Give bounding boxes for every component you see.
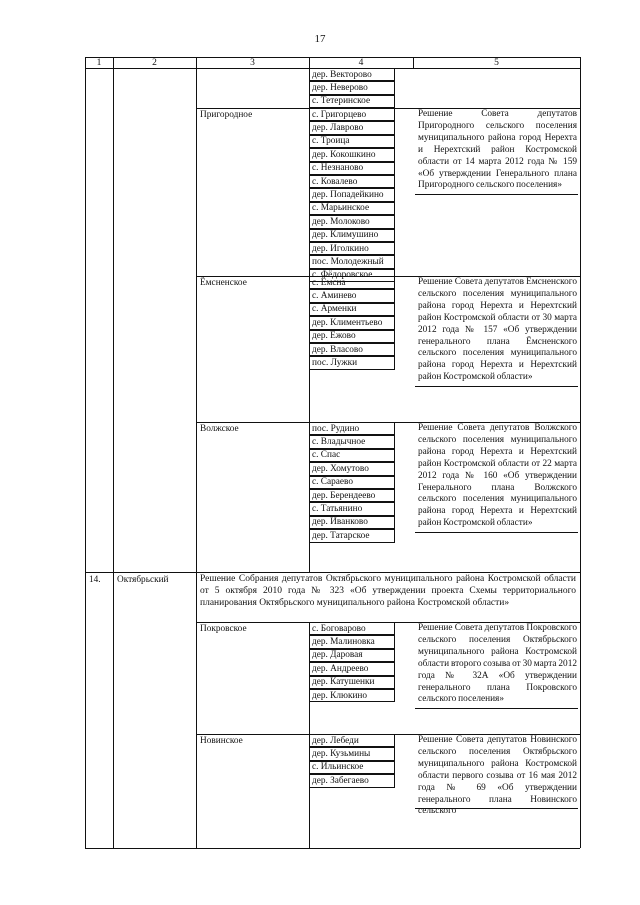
column-header-2: 2 [152, 57, 157, 68]
col-divider [196, 57, 197, 848]
village-name: с. Владычное [312, 436, 366, 447]
settlement-name: Новинское [200, 736, 243, 746]
village-name: дер. Татарское [312, 530, 370, 541]
table-bottom-border [85, 848, 580, 849]
village-name: дер. Кокошкино [312, 149, 376, 160]
row14-top-border [85, 572, 580, 573]
village-name: дер. Малиновка [312, 636, 375, 647]
village-name: с. Спас [312, 450, 341, 461]
village-name: с. Троица [312, 136, 350, 147]
column-header-3: 3 [250, 57, 255, 68]
row-number: 14. [89, 575, 101, 585]
village-name: дер. Андреево [312, 663, 369, 674]
settlement-name: Волжское [200, 424, 239, 434]
village-name: дер. Климушино [312, 230, 379, 241]
decision-text: Решение Совета депутатов Ёмсненского сельского поселения муниципального района город Нерехта и Нерехтский район Костромской области от 30 марта 2012 года № 157 «Об утверждении генерального плана Ёмсненского сельского поселения муниципального района город Нерехта и Нерехтский район Костромской области» [418, 277, 577, 383]
village-name: с. Ильинское [312, 762, 364, 773]
village-name: дер. Попадейкино [312, 189, 384, 200]
district-plan-decision: Решение Собрания депутатов Октябрьского муниципального района Костромской области от 5 октября 2010 года № 323 «Об утверждении проекта Схемы территориального планирования Октябрьского муниципального района Костромской области» [200, 574, 576, 608]
village-name: с. Фёдоровское [312, 270, 373, 281]
village-name: пос. Рудино [312, 423, 360, 434]
settlement-name: Ёмсненское [200, 278, 247, 288]
decision-text: Решение Совета депутатов Покровского сельского поселения Октябрьского муниципального района Костромской области второго созыва от 30 марта 2012 года № 32А «Об утверждении генерального плана Покровского сельского поселения» [418, 623, 577, 705]
village-name: с. Ковалево [312, 176, 358, 187]
page-number: 17 [314, 33, 326, 45]
village-name: дер. Иголкино [312, 243, 369, 254]
decision-text: Решение Совета депутатов Волжского сельского поселения муниципального района город Нерехта и Нерехтский район Костромской области от 22 марта 2012 года № 160 «Об утверждении Генерального плана Волжского сельского поселения муниципального района город Нерехта и Нерехтский район Костромской области» [418, 423, 577, 529]
village-name: дер. Клюкино [312, 690, 368, 701]
village-name: дер. Ежово [312, 331, 356, 342]
table-left-border [85, 57, 86, 848]
village-name: с. Боговарово [312, 623, 366, 634]
village-name: дер. Молоково [312, 216, 370, 227]
decision-text: Решение Совета депутатов Пригородного сельского поселения муниципального района город Нерехта и Нерехтский район Костромской области от 14 марта 2012 года № 159 «Об утверждении Генерального плана Пригородного сельского поселения» [418, 109, 577, 191]
village-name: дер. Берендеево [312, 490, 376, 501]
village-name: с. Татьянино [312, 503, 363, 514]
village-name: с. Незнаново [312, 163, 364, 174]
group-separator [418, 108, 575, 109]
district-name: Октябрьский [117, 575, 169, 585]
col-divider [113, 57, 114, 848]
village-name: пос. Молодежный [312, 256, 384, 267]
village-name: с. Тетеринское [312, 96, 371, 107]
village-name: с. Аминево [312, 290, 357, 301]
table-right-border [580, 57, 581, 848]
column-header-1: 1 [96, 57, 102, 68]
village-name: дер. Власово [312, 344, 363, 355]
village-name: дер. Климентьево [312, 317, 383, 328]
column-header-4: 4 [358, 57, 364, 68]
village-name: с. Марьинское [312, 203, 370, 214]
decision-text: Решение Совета депутатов Новинского сельского поселения Октябрьского муниципального района Костромской области первого созыва от 16 мая 2012 года № 69 «Об утверждении генерального плана Новинского сельского [418, 735, 577, 817]
village-name: с. Григорцево [312, 109, 367, 120]
village-name: дер. Лаврово [312, 122, 364, 133]
village-name: дер. Векторово [312, 69, 372, 80]
village-name: дер. Кузьмины [312, 748, 371, 759]
village-name: с. Ёмсна [312, 277, 346, 288]
village-name: дер. Иванково [312, 517, 368, 528]
village-name: дер. Катушенки [312, 677, 375, 688]
village-name: пос. Лужки [312, 357, 358, 368]
settlement-name: Покровское [200, 624, 247, 634]
column-header-5: 5 [494, 57, 499, 68]
settlement-name: Пригородное [200, 110, 253, 120]
village-name: дер. Неверово [312, 82, 368, 93]
village-name: дер. Даровая [312, 650, 363, 661]
village-name: дер. Лебеди [312, 735, 359, 746]
village-name: дер. Забегаево [312, 775, 369, 786]
village-name: дер. Хомутово [312, 463, 369, 474]
village-name: с. Сараево [312, 477, 353, 488]
village-name: с. Арменки [312, 304, 357, 315]
